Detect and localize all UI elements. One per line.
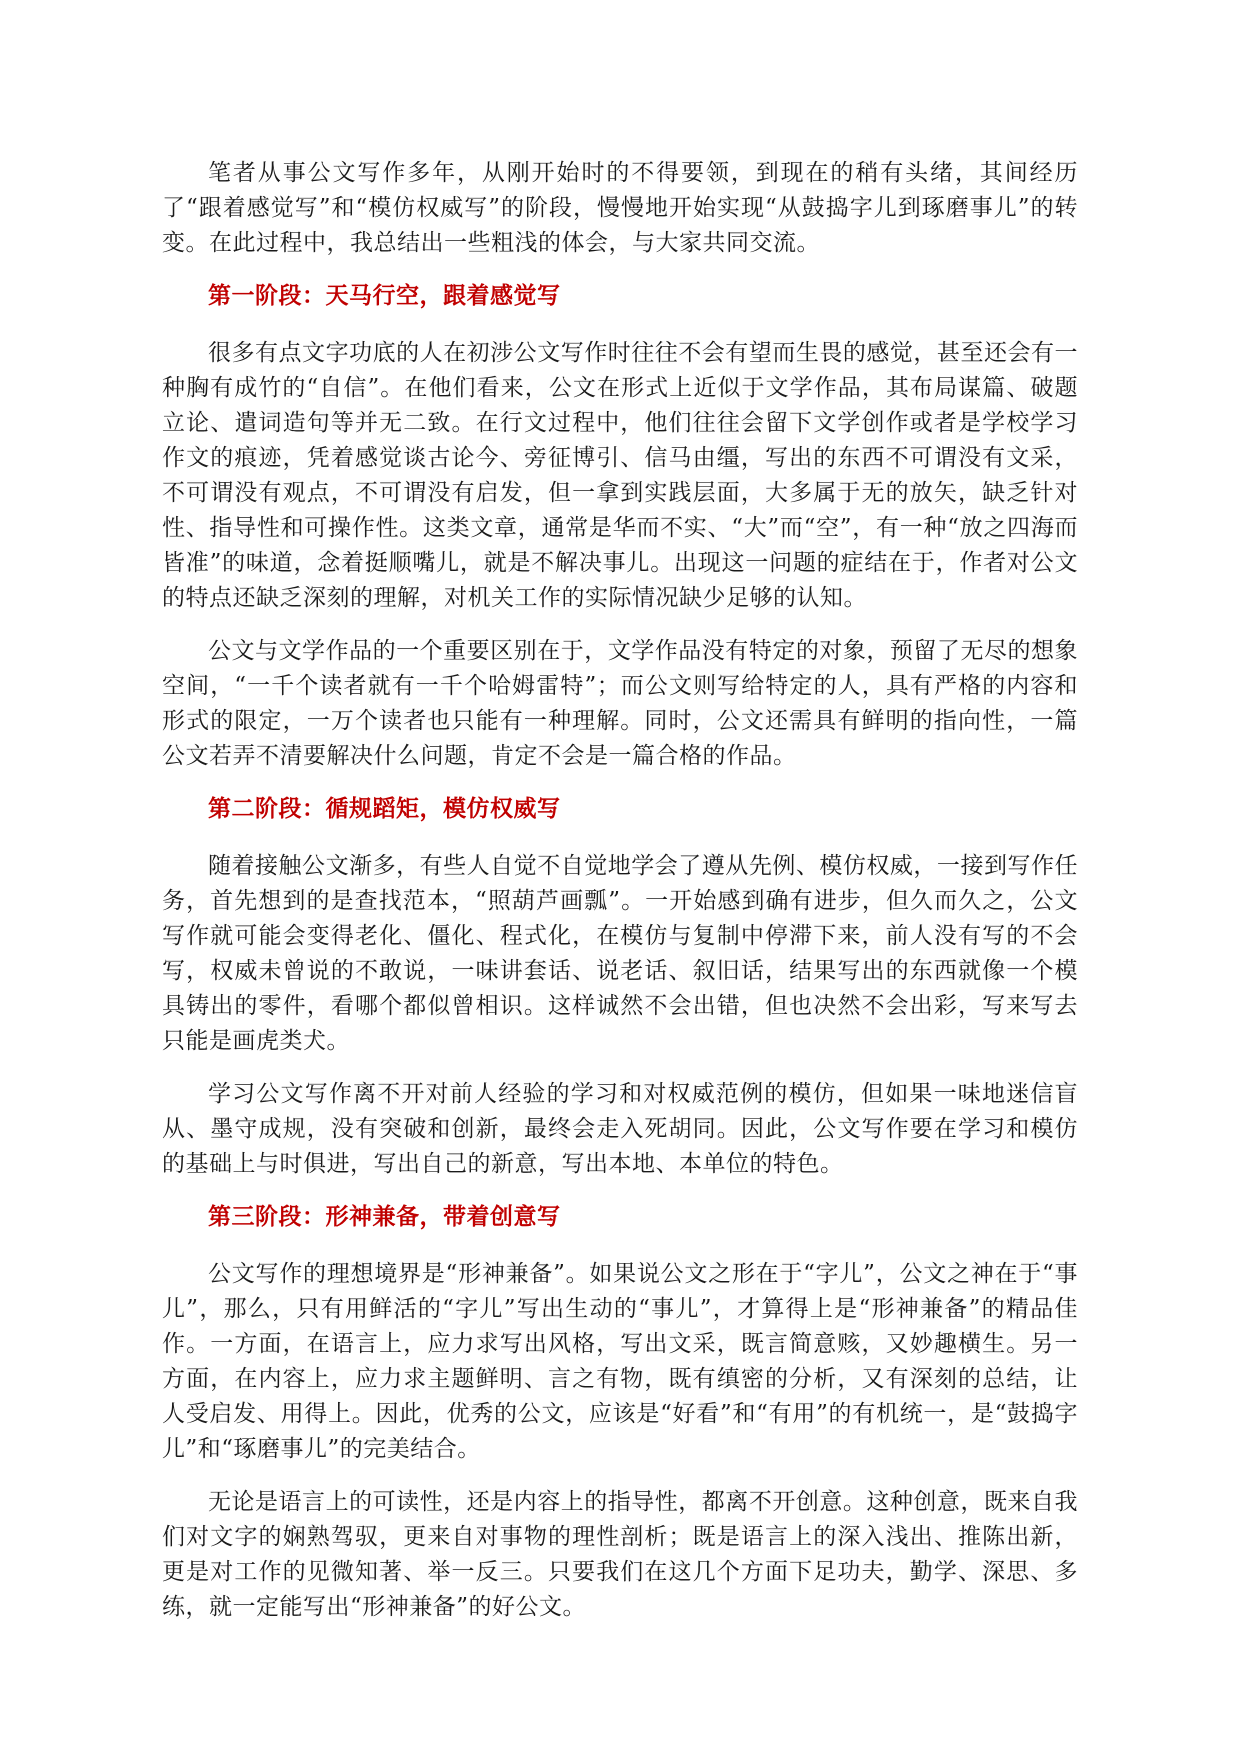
- section-1-paragraph-2: 公文与文学作品的一个重要区别在于，文学作品没有特定的对象，预留了无尽的想象空间，“一千个读者就有一千个哈姆雷特”；而公文则写给特定的人，具有严格的内容和形式的限定，一万个读者也只能有一种理解。同时，公文还需具有鲜明的指向性，一篇公文若弄不清要解决什么问题，肯定不会是一篇合格的作品。: [162, 638, 1078, 769]
- section-3-paragraph-1: 公文写作的理想境界是“形神兼备”。如果说公文之形在于“字儿”，公文之神在于“事儿”，那么，只有用鲜活的“字儿”写出生动的“事儿”，才算得上是“形神兼备”的精品佳作。一方面，在语言上，应力求写出风格，写出文采，既言简意赅，又妙趣横生。另一方面，在内容上，应力求主题鲜明、言之有物，既有缜密的分析，又有深刻的总结，让人受启发、用得上。因此，优秀的公文，应该是“好看”和“有用”的有机统一，是“鼓捣字儿”和“琢磨事儿”的完美结合。: [162, 1261, 1078, 1462]
- section-2-paragraph-2: 学习公文写作离不开对前人经验的学习和对权威范例的模仿，但如果一味地迷信盲从、墨守成规，没有突破和创新，最终会走入死胡同。因此，公文写作要在学习和模仿的基础上与时俱进，写出自己的新意，写出本地、本单位的特色。: [162, 1081, 1078, 1177]
- section-3-heading: 第三阶段：形神兼备，带着创意写: [208, 1204, 561, 1230]
- document-body: [162, 156, 1078, 1643]
- section-1-heading: 第一阶段：天马行空，跟着感觉写: [208, 283, 561, 309]
- section-2-heading: 第二阶段：循规蹈矩，模仿权威写: [208, 796, 561, 822]
- section-2-paragraph-1: 随着接触公文渐多，有些人自觉不自觉地学会了遵从先例、模仿权威，一接到写作任务，首先想到的是查找范本，“照葫芦画瓢”。一开始感到确有进步，但久而久之，公文写作就可能会变得老化、僵化、程式化，在模仿与复制中停滞下来，前人没有写的不会写，权威未曾说的不敢说，一味讲套话、说老话、叙旧话，结果写出的东西就像一个模具铸出的零件，看哪个都似曾相识。这样诚然不会出错，但也决然不会出彩，写来写去只能是画虎类犬。: [162, 853, 1078, 1054]
- section-1-paragraph-1: 很多有点文字功底的人在初涉公文写作时往往不会有望而生畏的感觉，甚至还会有一种胸有成竹的“自信”。在他们看来，公文在形式上近似于文学作品，其布局谋篇、破题立论、遣词造句等并无二致。在行文过程中，他们往往会留下文学创作或者是学校学习作文的痕迹，凭着感觉谈古论今、旁征博引、信马由缰，写出的东西不可谓没有文采，不可谓没有观点，不可谓没有启发，但一拿到实践层面，大多属于无的放矢，缺乏针对性、指导性和可操作性。这类文章，通常是华而不实、“大”而“空”，有一种“放之四海而皆准”的味道，念着挺顺嘴儿，就是不解决事儿。出现这一问题的症结在于，作者对公文的特点还缺乏深刻的理解，对机关工作的实际情况缺少足够的认知。: [162, 340, 1078, 611]
- section-3-paragraph-2: 无论是语言上的可读性，还是内容上的指导性，都离不开创意。这种创意，既来自我们对文字的娴熟驾驭，更来自对事物的理性剖析；既是语言上的深入浅出、推陈出新，更是对工作的见微知著、举一反三。只要我们在这几个方面下足功夫，勤学、深思、多练，就一定能写出“形神兼备”的好公文。: [162, 1489, 1078, 1620]
- intro-paragraph: 笔者从事公文写作多年，从刚开始时的不得要领，到现在的稍有头绪，其间经历了“跟着感觉写”和“模仿权威写”的阶段，慢慢地开始实现“从鼓捣字儿到琢磨事儿”的转变。在此过程中，我总结出一些粗浅的体会，与大家共同交流。: [162, 160, 1078, 256]
